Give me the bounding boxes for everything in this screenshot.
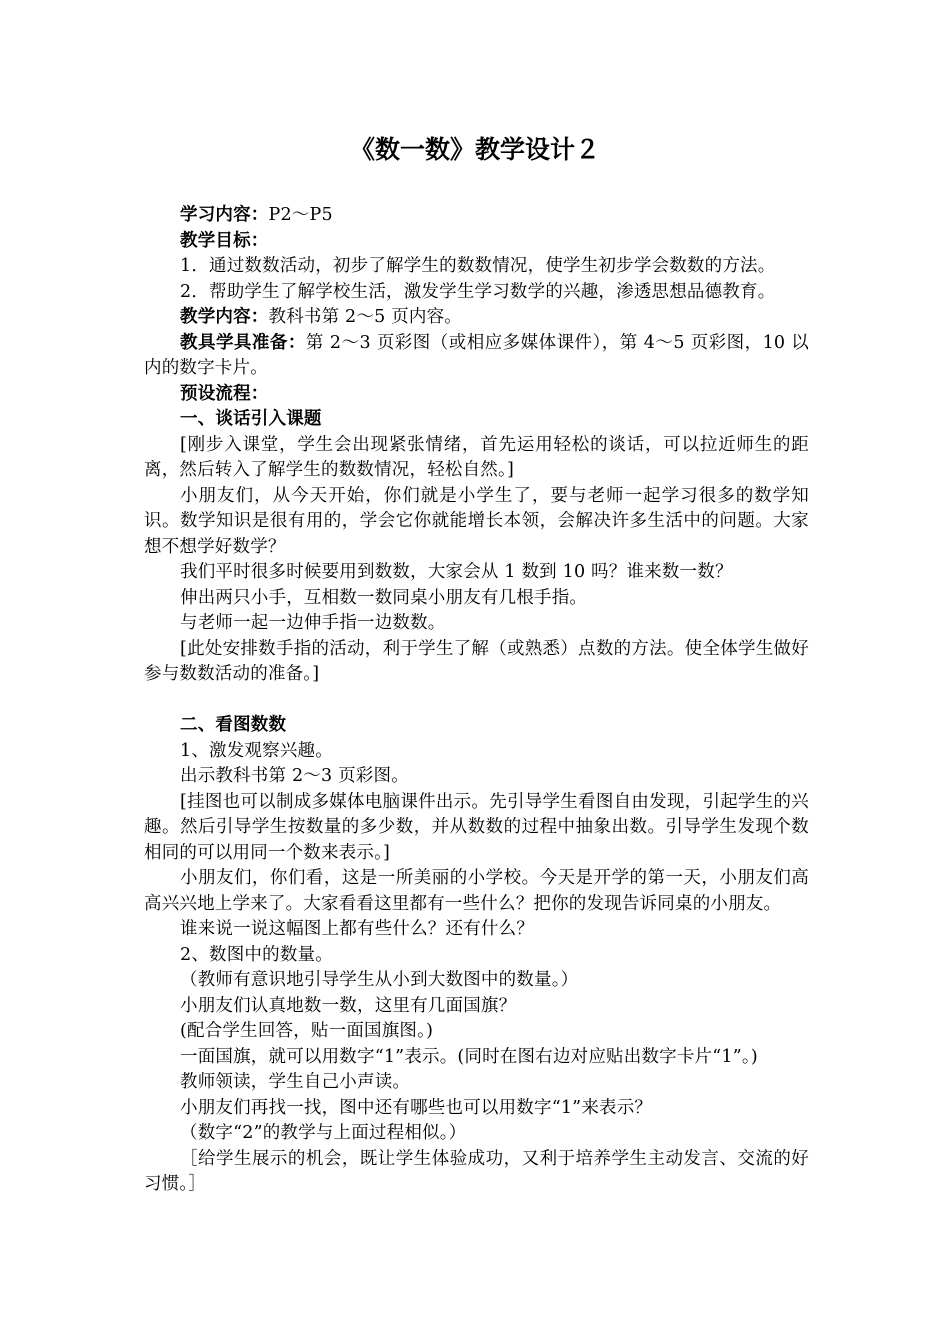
section1-paragraph: 小朋友们，从今天开始，你们就是小学生了，要与老师一起学习很多的数学知识。数学知识是很有用的，学会它你就能增长本领，会解决许多生活中的问题。大家想不想学好数学？ bbox=[144, 485, 809, 557]
tools-line bbox=[144, 331, 809, 382]
section2-paragraph: 1、激发观察兴趣。 bbox=[180, 740, 333, 761]
blank-line bbox=[144, 688, 809, 714]
section2-paragraph: 2、数图中的数量。 bbox=[180, 944, 333, 965]
section2-paragraph: (配合学生回答，贴一面国旗图。) bbox=[180, 1021, 434, 1041]
content-label: 学习内容： bbox=[180, 205, 269, 225]
section1-paragraph: 伸出两只小手，互相数一数同桌小朋友有几根手指。 bbox=[180, 587, 588, 608]
section1-paragraph: [刚步入课堂，学生会出现紧张情绪，首先运用轻松的谈话，可以拉近师生的距离，然后转入了解学生的数数情况，轻松自然。] bbox=[144, 434, 809, 480]
section2-heading: 二、看图数数 bbox=[180, 715, 287, 735]
teach-label: 教学内容： bbox=[180, 307, 269, 327]
section1-heading: 一、谈话引入课题 bbox=[180, 409, 322, 429]
flow-label: 预设流程： bbox=[180, 383, 269, 404]
document-body bbox=[144, 203, 809, 1198]
section2-paragraph: 一面国旗，就可以用数字“1”表示。(同时在图右边对应贴出数字卡片“1”。) bbox=[180, 1046, 758, 1067]
section2-paragraph: 谁来说一说这幅图上都有些什么？还有什么？ bbox=[180, 919, 534, 939]
tools-value: 第 2～3 页彩图（或相应多媒体课件），第 4～5 页彩图，10 以内的数字卡片。 bbox=[144, 332, 810, 378]
section2-paragraph: （教师有意识地引导学生从小到大数图中的数量。） bbox=[180, 970, 579, 990]
section2-paragraph: ［给学生展示的机会，既让学生体验成功，又利于培养学生主动发言、交流的好习惯。］ bbox=[144, 1148, 809, 1194]
goal-1: 1．通过数数活动，初步了解学生的数数情况，使学生初步学会数数的方法。 bbox=[180, 256, 776, 276]
content-line bbox=[144, 203, 809, 229]
page-title: 《数一数》教学设计２ bbox=[349, 135, 600, 164]
section2-paragraph: 小朋友们再找一找，图中还有哪些也可以用数字“1”来表示？ bbox=[180, 1097, 653, 1118]
section2-paragraph: 出示教科书第 2～3 页彩图。 bbox=[180, 766, 409, 786]
section2-paragraph: 小朋友们认真地数一数，这里有几面国旗？ bbox=[180, 995, 517, 1016]
teach-value: 教科书第 2～5 页内容。 bbox=[268, 307, 462, 327]
section1-paragraph: [此处安排数手指的活动，利于学生了解（或熟悉）点数的方法。使全体学生做好参与数数活动的准备。] bbox=[144, 638, 809, 684]
goal-label: 教学目标： bbox=[180, 230, 269, 251]
section2-paragraph: 教师领读，学生自己小声读。 bbox=[180, 1072, 411, 1092]
section2-paragraph: （数字“2”的教学与上面过程相似。） bbox=[180, 1123, 467, 1143]
section2-paragraph: 小朋友们，你们看，这是一所美丽的小学校。今天是开学的第一天，小朋友们高高兴兴地上学来了。大家看看这里都有一些什么？把你的发现告诉同桌的小朋友。 bbox=[144, 868, 809, 914]
tools-label: 教具学具准备： bbox=[180, 332, 306, 353]
section1-paragraph: 我们平时很多时候要用到数数，大家会从 1 数到 10 吗？谁来数一数？ bbox=[180, 562, 733, 582]
content-value: P2～P5 bbox=[268, 205, 333, 225]
flow-line bbox=[144, 382, 809, 408]
teach-line bbox=[144, 305, 809, 331]
section2-paragraph: [挂图也可以制成多媒体电脑课件出示。先引导学生看图自由发现，引起学生的兴趣。然后引导学生按数量的多少数，并从数数的过程中抽象出数。引导学生发现个数相同的可以用同一个数来表示。] bbox=[144, 791, 809, 863]
section1-paragraph: 与老师一起一边伸手指一边数数。 bbox=[180, 613, 446, 633]
goal-2: 2．帮助学生了解学校生活，激发学生学习数学的兴趣，渗透思想品德教育。 bbox=[180, 281, 776, 302]
goal-line bbox=[144, 229, 809, 255]
